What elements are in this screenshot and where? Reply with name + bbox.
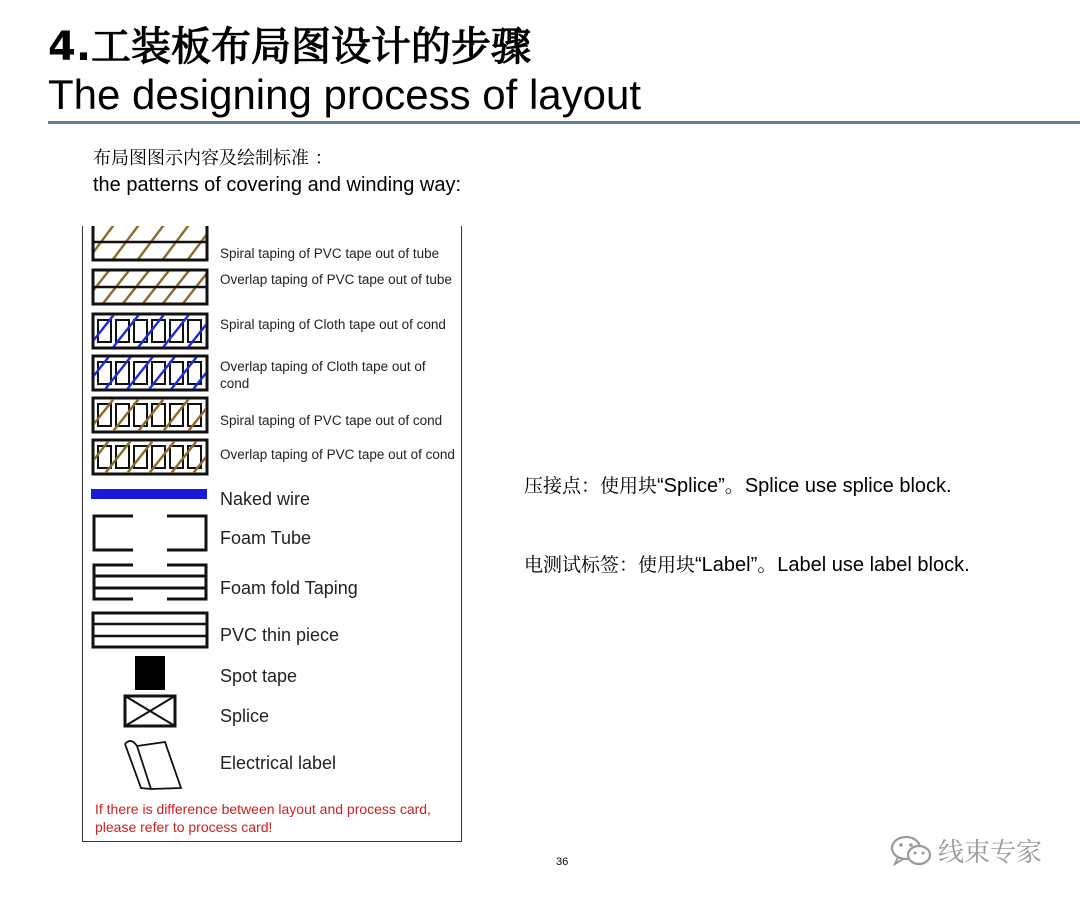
overlap-pvc-tube-symbol: [91, 268, 209, 306]
label-note: [524, 553, 970, 577]
page-number: 36: [556, 856, 569, 868]
legend-label: Foam Tube: [220, 528, 312, 548]
spiral-pvc-tube-symbol: [91, 226, 209, 262]
legend-label: PVC thin piece: [220, 625, 340, 645]
foam-tube-symbol: [91, 513, 209, 553]
legend-label: Spiral taping of Cloth tape out of cond: [220, 317, 446, 332]
legend-label: Spiral taping of PVC tape out of tube: [220, 246, 440, 261]
legend-label: Foam fold Taping: [220, 578, 358, 598]
legend-label: Spiral taping of PVC tape out of cond: [220, 413, 443, 428]
legend-label: Overlap taping of PVC tape out of tube: [220, 272, 452, 287]
pvc-thin-piece-symbol: [91, 610, 209, 650]
spiral-cloth-cond-symbol: [91, 312, 209, 350]
wechat-icon: [890, 834, 932, 868]
spot-tape-symbol: [135, 656, 165, 690]
process-card-warning: If there is difference between layout and process card, please refer to process card!: [95, 801, 431, 835]
legend-label: Overlap taping of PVC tape out of cond: [220, 447, 455, 462]
legend-label: Naked wire: [220, 489, 311, 509]
subtitle-en: the patterns of covering and winding way:: [93, 174, 461, 196]
label-note-en: Label use label block.: [777, 554, 970, 576]
legend-label: Splice: [220, 706, 270, 726]
title-divider: [48, 121, 1080, 124]
legend-label: Spot tape: [220, 666, 298, 686]
page-title-en: The designing process of layout: [48, 71, 642, 118]
splice-symbol: [123, 694, 177, 728]
splice-note-cn: 压接点：使用块: [524, 475, 658, 497]
electrical-label-symbol: [119, 734, 185, 794]
overlap-cloth-cond-symbol: [91, 354, 209, 392]
legend-label: Overlap taping of Cloth tape out of cond: [220, 359, 426, 391]
legend-panel: [82, 226, 462, 842]
naked-wire-symbol: [91, 488, 209, 500]
watermark: [890, 832, 1042, 869]
spiral-pvc-cond-symbol: [91, 396, 209, 434]
label-note-quote: “Label”。: [695, 554, 778, 576]
subtitle-cn: 布局图图示内容及绘制标准 ：: [93, 148, 333, 169]
overlap-pvc-cond-symbol: [91, 438, 209, 476]
foam-fold-taping-symbol: [91, 562, 209, 602]
legend-label: Electrical label: [220, 753, 337, 773]
label-note-cn: 电测试标签：使用块: [524, 554, 696, 576]
watermark-text: 线束专家: [938, 838, 1043, 868]
splice-note-quote: “Splice”。: [657, 475, 745, 497]
splice-note-en: Splice use splice block.: [744, 475, 952, 497]
page-title-cn: 4.工装板布局图设计的步骤: [48, 24, 532, 70]
splice-note: [524, 474, 952, 498]
